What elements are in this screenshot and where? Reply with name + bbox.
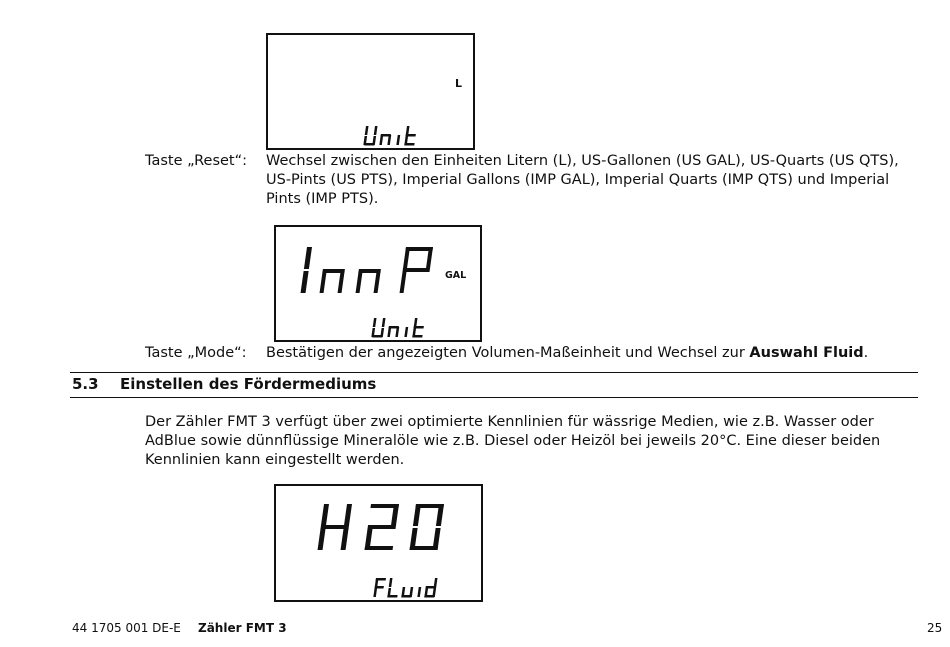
footer-page-number: 25: [927, 621, 943, 635]
reset-key-label: Taste „Reset“:: [145, 153, 248, 169]
section-number: 5.3: [72, 375, 99, 393]
lcd-caption-segments: [268, 35, 477, 152]
section-rule-bottom: [70, 397, 918, 398]
lcd-caption-segments: [276, 227, 484, 344]
lcd-display-unit-liter: [266, 33, 475, 150]
section-rule-top: [70, 372, 918, 373]
footer-product: Zähler FMT 3: [198, 621, 287, 635]
section-title: Einstellen des Fördermediums: [120, 375, 377, 393]
lcd-unit-indicator: GAL: [445, 270, 467, 281]
mode-key-end: .: [863, 345, 869, 361]
mode-key-description: [266, 344, 926, 363]
lcd-caption-segments: [276, 486, 485, 604]
lcd-display-fluid-h2o: [274, 484, 483, 602]
lcd-display-unit-imp-gal: [274, 225, 482, 342]
section-body: Der Zähler FMT 3 verfügt über zwei optimierte Kennlinien für wässrige Medien, wie z.B. Wasser oder AdBlue sowie dünnflüssige Mineralöle wie z.B. Diesel oder Heizöl bei jeweils 20°C. Eine dieser beiden Kennlinien kann eingestellt werden.: [145, 414, 881, 468]
lcd-unit-indicator: L: [455, 77, 463, 90]
mode-key-text: Bestätigen der angezeigten Volumen-Maßeinheit und Wechsel zur: [266, 345, 750, 361]
mode-key-label: Taste „Mode“:: [145, 345, 247, 361]
mode-key-bold-target: Auswahl Fluid: [749, 345, 864, 361]
footer-doc-number: 44 1705 001 DE-E: [72, 621, 181, 635]
reset-key-description: Wechsel zwischen den Einheiten Litern (L), US-Gallonen (US GAL), US-Quarts (US QTS), US-Pints (US PTS), Imperial Gallons (IMP GAL), Imperial Quarts (IMP QTS) und Imperial Pints (IMP PTS).: [266, 153, 899, 207]
